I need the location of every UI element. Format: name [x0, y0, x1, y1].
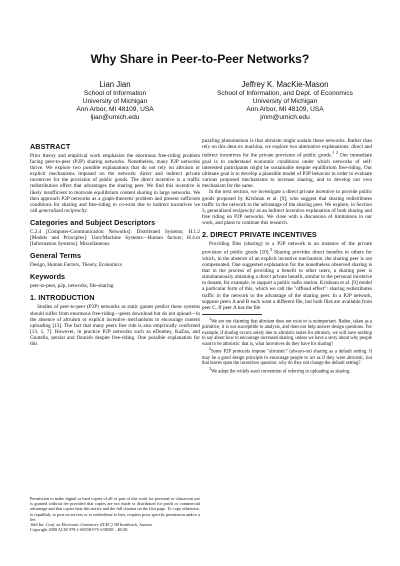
general-terms-heading: General Terms — [30, 251, 82, 261]
section-2-rest: Sharing provides direct benefits to others for which, in the absence of an explicit incentive mechanism, the sharing peer is not compensated. One suggested explanation for the nonetheless observed sharing is that in the process of providing a benefit to other users, a sharing peer is simultaneously obtaining a direct private benefit, similar to the personal incentive to donate, for example, to support a public radio station. Krishnan et al. [9] model a particular form of this, which we call the "offload effect": sharing redistributes traffic in the network to the advantage of the sharing peer. In a P2P network, suppose peers A and B each want a different file, but both files are available from peer C. If peer A has the file — [202, 249, 373, 311]
author-affiliation: School of Information, and Dept. of Economics — [217, 90, 353, 97]
venue-text: 10th Int. Conf. on Electronic Commerce (ICEC) '08 Innsbruck, Austria — [30, 522, 152, 528]
section-2-text — [202, 241, 372, 311]
intro-continued — [202, 138, 372, 189]
section-2-heading: 2. DIRECT PRIVATE INCENTIVES — [202, 230, 317, 240]
footnote-3: $^3$We adopt the widely-used convention of referring to uploading as sharing. — [209, 366, 351, 375]
intro-cont-text: puzzling phenomenon is that altruism might sustain these networks. Rather than rely on this deus ex machina, we explore two alternative explanations: direct and indirect incentives for the private provision of public goods. — [202, 138, 372, 159]
author-affiliation: University of Michigan — [252, 98, 318, 105]
author-block-1 — [30, 80, 200, 122]
keywords-text: peer-to-peer, p2p, networks, file-sharing — [30, 283, 114, 290]
author-email: ljian@umich.edu — [90, 114, 140, 121]
intro-plan: In the next section, we investigate a direct private incentive to provide public goods proposed by Krishnan et al. [9], who suggest that sharing redistributes traffic in the network to the advantage of the sharing peer. We explore, in Section 3, generalized reciprocity as an indirect incentive explanation of both sharing and free riding on P2P networks. We close with a discussion of limitations in our work, and plans to continue this research. — [202, 189, 372, 226]
author-name: Lian Jian — [99, 80, 131, 89]
footnote-marker: 1 2 — [332, 150, 339, 156]
section-2-body: Providing files (sharing) to a P2P network is an instance of the private provision of public goods [10]. — [202, 241, 372, 256]
categories-text: C.2.4 [Computer-Communication Networks]: Distributed Systems; H.1.2 [Models and Principles]: User/Machine Systems—Human factors; H.4.m [Information Systems]: Miscellaneous — [30, 228, 200, 248]
author-affiliation: School of Information — [83, 90, 147, 97]
author-affiliation: University of Michigan — [82, 98, 148, 105]
left-column — [30, 138, 200, 347]
categories-heading: Categories and Subject Descriptors — [30, 217, 156, 227]
intro-heading: 1. INTRODUCTION — [30, 293, 95, 303]
abstract-text — [30, 153, 200, 214]
keywords-heading: Keywords — [30, 272, 66, 282]
footnote-1: $^1$We are not claiming that altruism does not exist or is unimportant. Rather, taken as a primitive, it is not susceptible to analysis, and does not help answer design questions. For example, if sharing occurs solely due to altruistic tastes for altruism, we will have nothing to say about how to encourage increased sharing, unless we have a story about why people want to be altruistic: that is, what incentives do they have for sharing? — [202, 316, 373, 347]
footnote-divider — [202, 314, 262, 315]
footnote-2-text: Some P2P protocols impose "altruistic" (always-on) sharing as a default setting. It may be a good design principle to encourage people to act as if they were altruistic, but that leaves open the incentives question: why do they not change the default setting? — [202, 349, 372, 367]
author-address: Ann Arbor, MI 48109, USA — [76, 106, 154, 113]
author-address: Ann Arbor, MI 48109, USA — [246, 106, 324, 113]
author-block-2 — [200, 80, 370, 122]
abstract-body: Prior theory and empirical work emphasize the enormous free-riding problem facing peer-to-peer (P2P) sharing networks. Nonetheless, many P2P networks thrive. We explore two possible explanations that do not rely on altruism or explicit mechanisms imposed on the network: direct and indirect private incentives for the provision of public goods. The direct incentive is a traffic redistribution effect that advantages the sharing peer. We find this incentive is likely insufficient to motivate equilibrium content sharing in large networks. We then approach P2P networks as a graph-theoretic problem and present sufficient conditions for sharing and free-riding to co-exist due to indirect incentives we call — [30, 153, 200, 214]
abstract-end: . — [86, 207, 88, 214]
abstract-italic: generalized reciprocity — [38, 207, 87, 214]
permission-text: Permission to make digital or hard copies of all or part of this work for personal or classroom use is granted without fee provided that copies are not made or distributed for profit or commercial advantage and that copies bear this notice and the full citation on the first page. To copy otherwise, to republish, to post on servers or to redistribute to lists, requires prior specific permission and/or a fee. — [30, 496, 200, 522]
author-name: Jeffrey K. MacKie-Mason — [241, 80, 329, 89]
general-terms-text: Design, Human Factors, Theory, Economics — [30, 262, 122, 269]
intro-cont-rest: Our immediate goal is to understand economic conditions under which networks of self-interested participants might be sustainable despite equilibrium free-riding. Our ultimate goal is to develop a plausible model of P2P behavior in order to evaluate various proposed mechanisms to increase sharing, and to develop our own mechanism for the same. — [202, 152, 372, 190]
intro-text: Studies of peer-to-peer (P2P) networks as static games predict these systems should suffer from enormous free-riding—peers download but do not upload—in the absence of altruism or explicit incentive mechanisms to encourage content uploading [13]. The fact that many peers free ride is also empirically confirmed [13, 1, 7]. However, in practice P2P networks such as eDonkey, KaZaa, and Gnutella, persist and flourish despite free-riding. One possible explanation for this — [30, 304, 200, 347]
paper-title: Why Share in Peer-to-Peer Networks? — [90, 52, 310, 66]
author-email: jmm@umich.edu — [260, 114, 310, 121]
abstract-heading: ABSTRACT — [30, 142, 71, 151]
footnote-marker: 3 — [269, 247, 272, 253]
copyright-text: Copyright 2008 ACM 978-1-60558-075-3/08/08 ...$5.00. — [30, 527, 129, 533]
footnote-1-text: We are not claiming that altruism does not exist or is unimportant. Rather, taken as a primitive, it is not susceptible to analysis, and does not help answer design questions. For example, if sharing occurs solely due to altruistic tastes for altruism, we will have nothing to say about how to encourage increased sharing, unless we have a story about why people want to be altruistic: that is, what incentives do they have for sharing? — [202, 319, 373, 347]
permission-block — [30, 496, 200, 532]
right-column — [202, 138, 372, 375]
footnote-2: $^2$Some P2P protocols impose "altruistic" (always-on) sharing as a default setting. It may be a good design principle to encourage people to act as if they were altruistic, but that leaves open the incentives question: why do they not change the default setting? — [202, 347, 372, 367]
footnote-3-text: We adopt the widely-used convention of referring to uploading as sharing. — [210, 369, 351, 375]
